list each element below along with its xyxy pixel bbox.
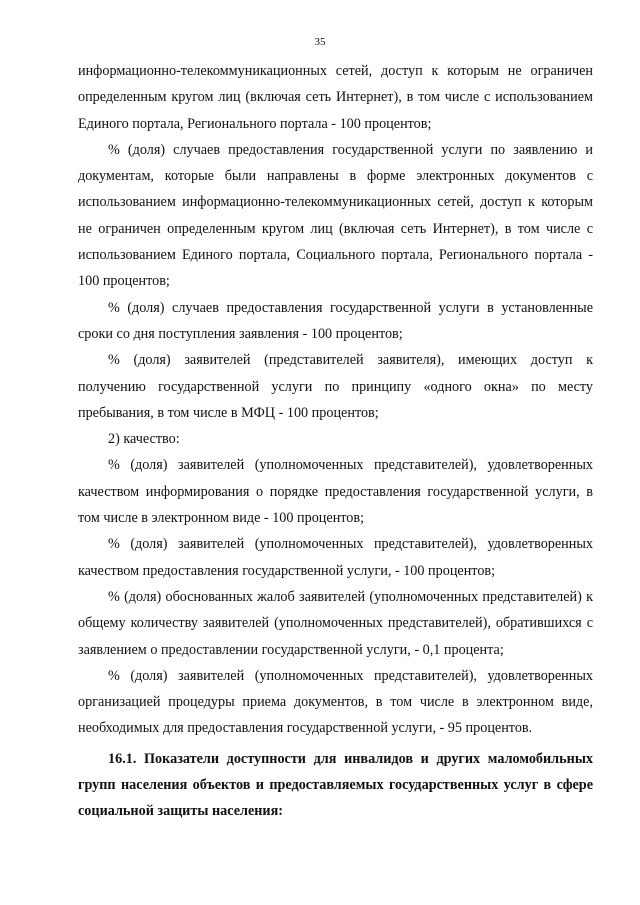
page-number: 35 xyxy=(314,36,326,48)
paragraph-9: % (доля) заявителей (уполномоченных представителей), удовлетворенных организацией процедуры приема документов, в том числе в электронном виде, необходимых для предоставления государственной услуги, - 95 процентов. xyxy=(78,667,593,737)
paragraph-8: % (доля) обоснованных жалоб заявителей (уполномоченных представителей) к общему количеству заявителей (уполномоченных представителей), обратившихся с заявлением о предоставлении государственной услуги, - 0,1 процента; xyxy=(78,588,593,658)
section-heading: 16.1. Показатели доступности для инвалидов и других маломобильных групп населения объектов и предоставляемых государственных услуг в сфере социальной защиты населения: xyxy=(78,750,593,820)
paragraph-6: % (доля) заявителей (уполномоченных представителей), удовлетворенных качеством информирования о порядке предоставления государственной услуги, в том числе в электронном виде - 100 процентов; xyxy=(78,457,593,527)
paragraph-7: % (доля) заявителей (уполномоченных представителей), удовлетворенных качеством предоставления государственной услуги, - 100 процентов; xyxy=(78,536,593,579)
paragraph-3: % (доля) случаев предоставления государственной услуги в установленные сроки со дня поступления заявления - 100 процентов; xyxy=(78,299,593,342)
paragraph-2: % (доля) случаев предоставления государственной услуги по заявлению и документам, которые были направлены в форме электронных документов с использованием информационно-телекоммуникационных сетей, доступ к которым не ограничен определенным кругом лиц (включая сеть Интернет), в том числе с использованием Единого портала, Социального портала, Регионального портала - 100 процентов; xyxy=(78,141,593,290)
paragraph-1: информационно-телекоммуникационных сетей, доступ к которым не ограничен определенным кругом лиц (включая сеть Интернет), в том числе с использованием Единого портала, Регионального портала - 100 процентов; xyxy=(78,63,593,132)
document-body xyxy=(78,58,593,825)
paragraph-5: 2) качество: xyxy=(108,431,180,448)
paragraph-4: % (доля) заявителей (представителей заявителя), имеющих доступ к получению государственной услуги по принципу «одного окна» по месту пребывания, в том числе в МФЦ - 100 процентов; xyxy=(78,352,593,421)
